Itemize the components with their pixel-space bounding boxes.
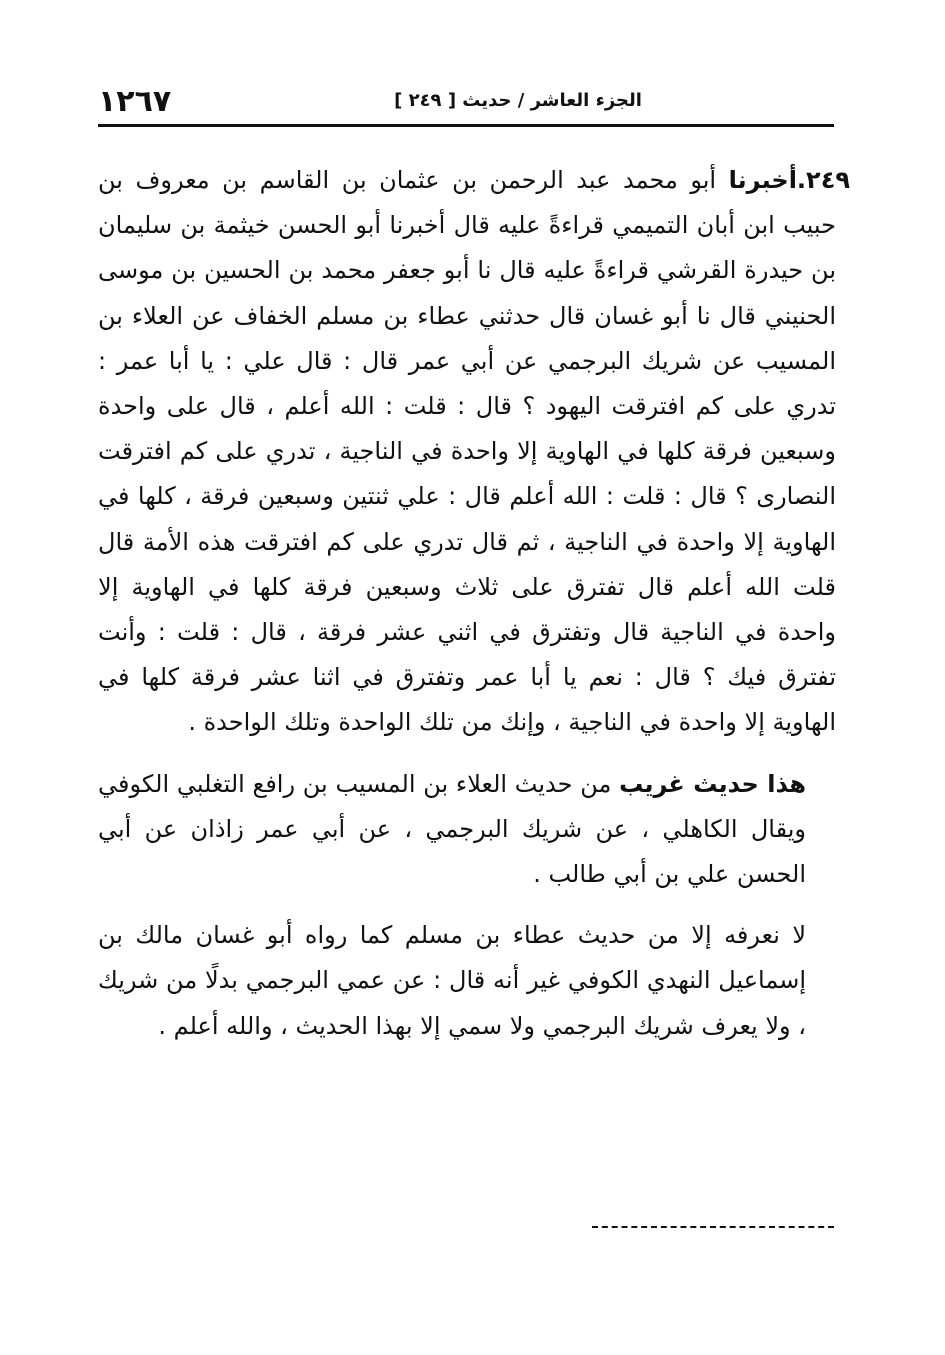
page-number: ١٢٦٧ bbox=[98, 84, 172, 119]
commentary-lead: هذا حديث غريب bbox=[619, 769, 807, 798]
hadith-lead-word: أخبرنا bbox=[728, 166, 797, 194]
commentary-text: من حديث العلاء بن المسيب بن رافع التغلبي الكوفي ويقال الكاهلي ، عن شريك البرجمي ، عن أبي عمر زاذان عن أبي الحسن علي بن أبي طالب . bbox=[98, 769, 806, 889]
closing-text: لا نعرفه إلا من حديث عطاء بن مسلم كما رواه أبو غسان مالك بن إسماعيل النهدي الكوفي غير أنه قال : عن عمي البرجمي بدلًا من شريك ، ولا يعرف شريك البرجمي ولا سمي إلا بهذا الحديث ، والله أعلم . bbox=[98, 921, 806, 1040]
footnote-separator bbox=[592, 1226, 834, 1228]
hadith-number: ٢٤٩. bbox=[796, 166, 850, 194]
text-body bbox=[98, 158, 850, 1049]
closing-paragraph bbox=[98, 913, 836, 1049]
running-head: الجزء العاشر / حديث [ ٢٤٩ ] bbox=[394, 90, 642, 111]
hadith-paragraph bbox=[98, 158, 850, 746]
page-header bbox=[98, 80, 834, 124]
hadith-text: أبو محمد عبد الرحمن بن عثمان بن القاسم بن معروف بن حبيب ابن أبان التميمي قراءةً عليه قال أخبرنا أبو الحسن خيثمة بن سليمان بن حيدرة القرشي قراءةً عليه قال نا أبو جعفر محمد بن الحسين بن موسى الحنيني قال نا أبو غسان قال حدثني عطاء بن مسلم الخفاف عن العلاء بن المسيب عن شريك البرجمي عن أبي عمر قال : قال علي : يا أبا عمر : تدري على كم افترقت اليهود ؟ قال : قلت : الله أعلم ، قال على واحدة وسبعين فرقة كلها في الهاوية إلا واحدة في الناجية ، تدري على كم افترقت النصارى ؟ قال : قلت : الله أعلم قال : علي ثنتين وسبعين فرقة ، كلها في الهاوية إلا واحدة في الناجية ، ثم قال تدري على كم افترقت هذه الأمة قال قلت الله أعلم قال تفترق على ثلاث وسبعين فرقة كلها في الهاوية إلا واحدة في الناجية قال وتفترق في اثني عشر فرقة ، قال : قلت : وأنت تفترق فيك ؟ قال : نعم يا أبا عمر وتفترق في اثنا عشر فرقة كلها في الهاوية إلا واحدة في الناجية ، وإنك من تلك الواحدة وتلك الواحدة . bbox=[98, 166, 836, 737]
commentary-paragraph bbox=[98, 762, 836, 898]
header-rule bbox=[98, 124, 834, 127]
